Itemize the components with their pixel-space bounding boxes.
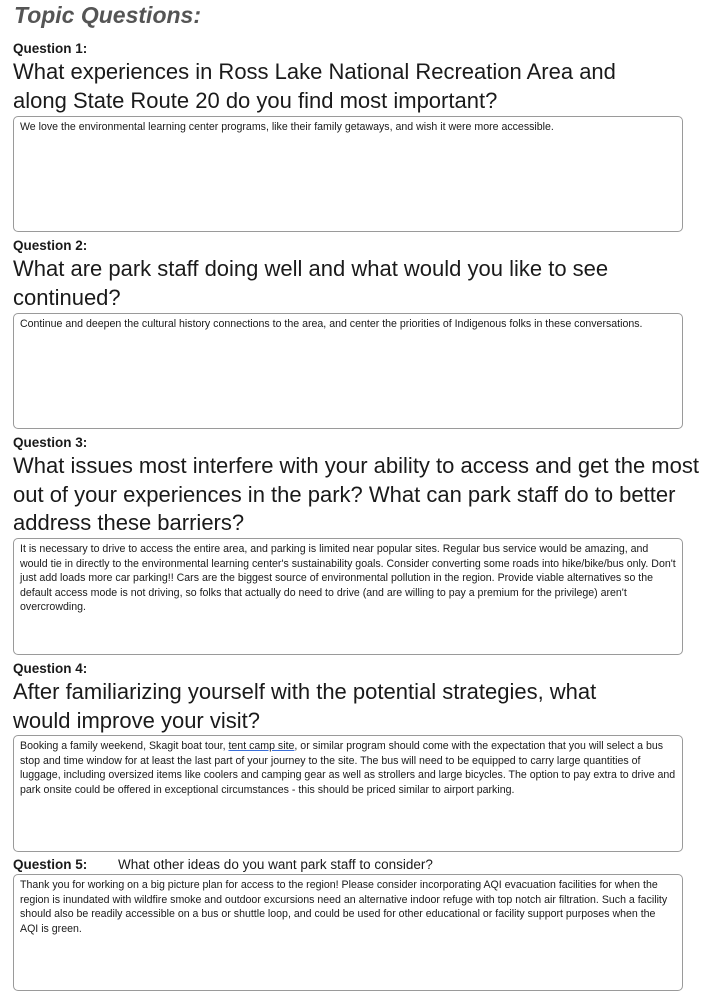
question-2-text: What are park staff doing well and what would you like to see continued? [13,256,609,310]
question-4-label: Question 4: [13,661,88,676]
question-2-answer-box[interactable] [13,313,683,429]
question-5-answer: Thank you for working on a big picture plan for access to the region! Please consider incorporating AQI evacuation facilities for when the region is inundated with wildfire smoke and outdoor excursions need an alternative indoor refuge with top notch air filtration. Such a facility should also be readily accessible on a bus or shuttle loop, and could be used for other educational or facility support purposes when the AQI is green. [20,879,668,935]
question-4-answer-box[interactable] [13,735,683,852]
question-1-answer-box[interactable] [13,116,683,232]
question-5-label: Question 5: [13,857,88,872]
question-5-text: What other ideas do you want park staff to consider? [118,857,433,872]
question-1-text: What experiences in Ross Lake National Recreation Area and along State Route 20 do you find most important? [13,59,616,113]
question-1-answer: We love the environmental learning center programs, like their family getaways, and wish it were more accessible. [20,121,554,133]
question-4-answer-part-2: , or similar program should come with the expectation that you will select a bus stop and time window for at least the last part of your journey to the site. The bus will need to be equipped to carry large quantities of luggage, including oversized items like coolers and camping gear as well as strollers and large bicycles. The option to pay extra to drive and park onsite could be offered in exceptional circumstances - this should be priced similar to airport parking. [20,740,676,796]
question-4-answer [20,739,676,797]
question-2-answer: Continue and deepen the cultural history connections to the area, and center the priorities of Indigenous folks in these conversations. [20,318,643,330]
question-4-answer-part-1: Booking a family weekend, Skagit boat tour, [20,740,229,752]
question-1-label: Question 1: [13,41,88,56]
question-4-text: After familiarizing yourself with the potential strategies, what would improve your visit? [13,679,597,733]
question-5-answer-box[interactable] [13,874,683,991]
question-2-label: Question 2: [13,238,88,253]
question-3-label: Question 3: [13,435,88,450]
page-title: Topic Questions: [14,2,201,28]
question-3-text: What issues most interfere with your ability to access and get the most out of your experiences in the park? What can park staff do to better address these barriers? [13,453,699,535]
question-3-answer-box[interactable] [13,538,683,655]
question-4-answer-underlined: tent camp site [228,740,295,752]
question-3-answer: It is necessary to drive to access the entire area, and parking is limited near popular sites. Regular bus service would be amazing, and would tie in directly to the environmental learning center's sustainability goals. Consider converting some roads into hike/bike/bus only. Don't just add loads more car parking!! Cars are the biggest source of environmental pollution in the region. Provide viable alternatives so the default access mode is not driving, so folks that actually do need to drive (and are willing to pay a premium for the privilege) aren't overcrowding. [20,543,676,613]
